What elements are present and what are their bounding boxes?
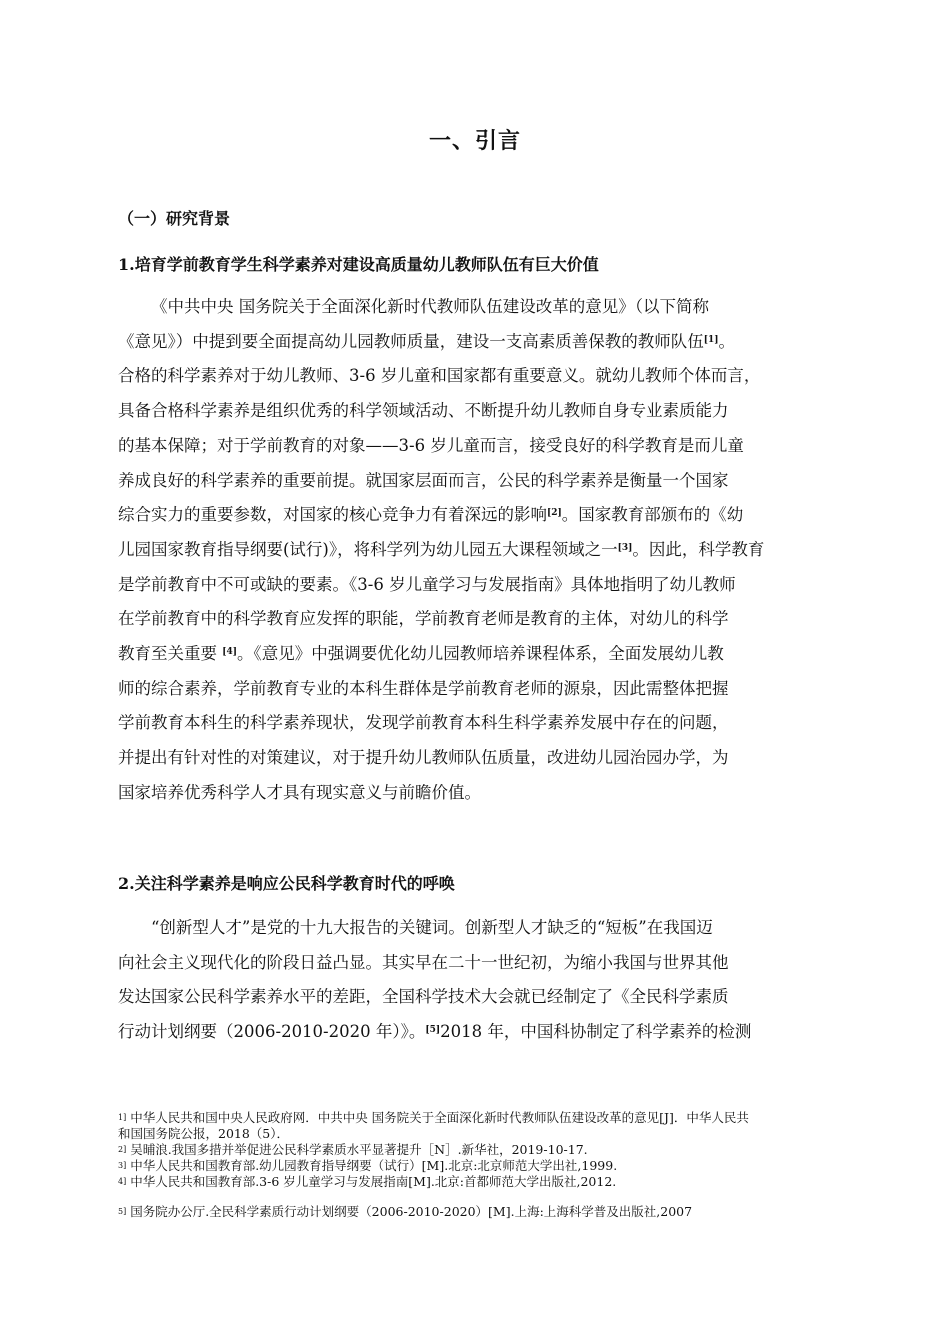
footnote-text: 中华人民共和国教育部.幼儿园教育指导纲要（试行）[M].北京:北京师范大学出社,1999. bbox=[126, 1158, 618, 1173]
footnote-text: 国务院办公厅.全民科学素质行动计划纲要（2006-2010-2020）[M].上海:上海科学普及出版社,2007 bbox=[126, 1204, 693, 1219]
footnote-marker: 1] bbox=[118, 1113, 127, 1122]
footnote bbox=[118, 1174, 838, 1190]
text-line: 师的综合素养，学前教育专业的本科生群体是学前教育老师的源泉，因此需整体把握 bbox=[118, 678, 729, 698]
footnote bbox=[118, 1110, 838, 1142]
subheading-1: 1.培育学前教育学生科学素养对建设高质量幼儿教师队伍有巨大价值 bbox=[118, 255, 599, 274]
text-line: “创新型人才”是党的十九大报告的关键词。创新型人才缺乏的“短板”在我国迈 bbox=[151, 918, 713, 937]
footnote-text: 和国国务院公报，2018（5）． bbox=[118, 1126, 290, 1141]
text-line: 《意见》）中提到要全面提高幼儿园教师质量，建设一支高素质善保教的教师队伍[1]。 bbox=[118, 331, 736, 351]
citation-marker: [2] bbox=[547, 508, 562, 519]
page-title: 一、引言 bbox=[428, 128, 521, 154]
text-line: 在学前教育中的科学教育应发挥的职能，学前教育老师是教育的主体，对幼儿的科学 bbox=[118, 609, 729, 629]
footnote bbox=[118, 1158, 838, 1174]
text-line: 国家培养优秀科学人才具有现实意义与前瞻价值。 bbox=[118, 782, 481, 802]
footnote-text: 吴晡浪.我国多措并举促进公民科学素质水平显著提升［N］.新华社，2019-10-17. bbox=[126, 1142, 588, 1157]
paragraph-1 bbox=[118, 290, 838, 811]
footnote-marker: 2] bbox=[118, 1145, 127, 1154]
text-line: 合格的科学素养对于幼儿教师、3-6 岁儿童和国家都有重要意义。就幼儿教师个体而言， bbox=[118, 366, 761, 386]
text-line: 教育至关重要 [4]。《意见》中强调要优化幼儿园教师培养课程体系，全面发展幼儿教 bbox=[118, 644, 724, 664]
text-line: 发达国家公民科学素养水平的差距，全国科学技术大会就已经制定了《全民科学素质 bbox=[118, 987, 729, 1007]
citation-marker: [4] bbox=[222, 647, 238, 658]
footnote-marker: 5] bbox=[118, 1207, 127, 1216]
text-line: 的基本保障；对于学前教育的对象——3-6 岁儿童而言，接受良好的科学教育是而儿童 bbox=[118, 435, 744, 455]
footnotes bbox=[118, 1110, 838, 1220]
text-line: 《中共中央 国务院关于全面深化新时代教师队伍建设改革的意见》（以下简称 bbox=[151, 297, 709, 316]
citation-marker: [5] bbox=[425, 1025, 441, 1036]
footnote bbox=[118, 1204, 838, 1220]
citation-marker: [3] bbox=[617, 542, 633, 553]
text-line: 综合实力的重要参数，对国家的核心竞争力有着深远的影响[2]。国家教育部颁布的《幼 bbox=[118, 505, 744, 525]
text-line: 儿园国家教育指导纲要(试行)》，将科学列为幼儿园五大课程领域之一[3]。因此，科学教育 bbox=[118, 539, 765, 559]
footnote-text: 中华人民共和国教育部.3-6 岁儿童学习与发展指南[M].北京:首都师范大学出版社,2012. bbox=[126, 1174, 617, 1189]
citation-marker: [1] bbox=[703, 334, 719, 345]
footnote bbox=[118, 1142, 838, 1158]
text-line: 养成良好的科学素养的重要前提。就国家层面而言，公民的科学素养是衡量一个国家 bbox=[118, 470, 729, 490]
footnote-marker: 4] bbox=[118, 1177, 127, 1186]
section-heading: （一）研究背景 bbox=[118, 209, 231, 228]
text-line: 具备合格科学素养是组织优秀的科学领域活动、不断提升幼儿教师自身专业素质能力 bbox=[118, 401, 729, 421]
footnote-text: 中华人民共和国中央人民政府网．中共中央 国务院关于全面深化新时代教师队伍建设改革的意见[J]．中华人民共 bbox=[126, 1110, 749, 1125]
text-line: 学前教育本科生的科学素养现状，发现学前教育本科生科学素养发展中存在的问题， bbox=[118, 713, 729, 733]
text-line: 行动计划纲要（2006-2010-2020 年）》。[5]2018 年，中国科协制定了科学素养的检测 bbox=[118, 1022, 752, 1042]
text-line: 并提出有针对性的对策建议，对于提升幼儿教师队伍质量，改进幼儿园治园办学，为 bbox=[118, 748, 729, 768]
subheading-2: 2.关注科学素养是响应公民科学教育时代的呼唤 bbox=[118, 874, 455, 893]
text-line: 向社会主义现代化的阶段日益凸显。其实早在二十一世纪初，为缩小我国与世界其他 bbox=[118, 952, 729, 972]
footnote-marker: 3] bbox=[118, 1161, 127, 1170]
paragraph-2 bbox=[118, 911, 838, 1050]
text-line: 是学前教育中不可或缺的要素。《3-6 岁儿童学习与发展指南》具体地指明了幼儿教师 bbox=[118, 574, 736, 594]
